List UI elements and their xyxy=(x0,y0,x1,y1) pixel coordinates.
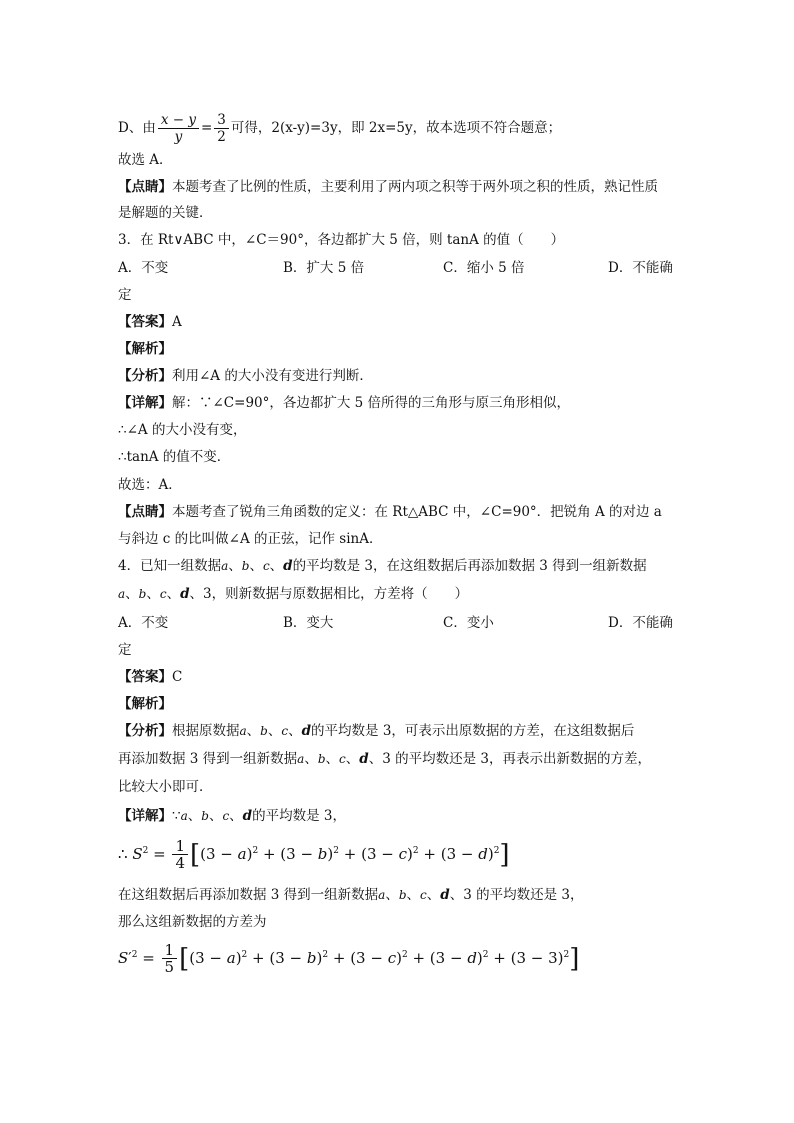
var: d xyxy=(359,751,369,767)
text: = xyxy=(200,120,213,136)
text: 本题考查了比例的性质，主要利用了两内项之积等于两外项之积的性质，熟记性质 xyxy=(172,179,658,195)
q4-option-b: B．变大 xyxy=(283,615,334,631)
text: ∵ xyxy=(172,808,181,824)
sep: 、 xyxy=(269,558,284,574)
sep: 、 xyxy=(345,751,360,767)
q4-option-d-wrap: 定 xyxy=(118,642,132,658)
fraction xyxy=(158,112,199,145)
var: b xyxy=(201,809,209,823)
sep: 、 xyxy=(304,751,318,767)
q3-option-d-wrap: 定 xyxy=(118,287,132,303)
var: d xyxy=(301,723,312,739)
analysis-label: 【解析】 xyxy=(118,696,172,712)
var: a xyxy=(378,888,386,902)
tip-label: 【点睛】 xyxy=(118,504,172,520)
q4-option-a: A．不变 xyxy=(118,615,169,631)
var: d xyxy=(242,808,253,824)
var: c xyxy=(281,724,289,738)
tip-label: 【点睛】 xyxy=(118,179,172,195)
var: a xyxy=(297,752,305,766)
var: b xyxy=(317,752,326,766)
var: b xyxy=(260,724,268,738)
var: a xyxy=(221,559,229,573)
sep: 、 xyxy=(187,808,202,824)
fraction-numerator: 3 xyxy=(214,112,229,129)
sep: 、 xyxy=(146,586,160,602)
text: 在这组数据后再添加数据 3 得到一组新数据 xyxy=(118,887,379,903)
fenxi-line xyxy=(118,366,373,386)
option-d-line xyxy=(118,112,561,145)
text: 、3 的平均数还是 3， xyxy=(449,887,584,903)
choose-line: 故选：A． xyxy=(118,477,182,493)
var: c xyxy=(159,587,167,601)
text: 利用∠A 的大小没有变进行判断． xyxy=(172,368,373,384)
sep: 、 xyxy=(385,887,399,903)
xiangjie-line xyxy=(118,806,346,826)
var: a xyxy=(180,809,188,823)
analysis-label: 【解析】 xyxy=(118,341,172,357)
var: c xyxy=(339,752,346,766)
xiangjie-label: 【详解】 xyxy=(118,808,172,824)
tip-line xyxy=(118,177,658,197)
fenxi-label: 【分析】 xyxy=(118,368,172,384)
xiangjie-line xyxy=(118,393,570,413)
fenxi-label: 【分析】 xyxy=(118,723,172,739)
text: D、由 xyxy=(118,120,156,136)
answer-line xyxy=(118,312,182,332)
text-line: 是解题的关键． xyxy=(118,205,213,221)
text: 解：∵∠C=90°，各边都扩大 5 倍所得的三角形与原三角形相似， xyxy=(172,395,571,411)
text: 再添加数据 3 得到一组新数据 xyxy=(118,751,298,767)
sep: 、 xyxy=(229,808,243,824)
choose-line: 故选 A． xyxy=(118,152,173,168)
text-line: 比较大小即可． xyxy=(118,779,213,795)
text-line: ∴tanA 的值不变． xyxy=(118,449,231,465)
fraction-numerator: x − y xyxy=(158,112,199,129)
sep: 、 xyxy=(125,586,139,602)
var: b xyxy=(398,888,407,902)
var: c xyxy=(420,888,427,902)
new-data-line xyxy=(118,885,583,905)
sep: 、 xyxy=(288,723,302,739)
var: b xyxy=(138,587,147,601)
text-line: ∴∠A 的大小没有变， xyxy=(118,422,247,438)
answer-label: 【答案】 xyxy=(118,669,172,685)
text-line: 与斜边 c 的比叫做∠A 的正弦，记作 sinA． xyxy=(118,531,383,547)
var: a xyxy=(118,587,126,601)
text: 可得，2(x-y)=3y，即 2x=5y，故本选项不符合题意； xyxy=(230,120,562,136)
sep: 、 xyxy=(406,887,421,903)
answer-label: 【答案】 xyxy=(118,314,172,330)
sep: 、 xyxy=(267,723,282,739)
var: b xyxy=(241,559,250,573)
question-3: 3．在 Rt∨ABC 中，∠C＝90°，各边都扩大 5 倍，则 tanA 的值（ ） xyxy=(118,232,565,248)
sep: 、 xyxy=(249,558,263,574)
fraction-denominator: 2 xyxy=(217,129,226,145)
sep: 、 xyxy=(228,558,242,574)
question-4 xyxy=(118,556,647,576)
text: 本题考查了锐角三角函数的定义：在 Rt△ABC 中，∠C=90°．把锐角 A 的对边 a xyxy=(172,504,662,520)
var: c xyxy=(262,559,270,573)
answer-value: A xyxy=(172,314,182,330)
text: 根据原数据 xyxy=(172,723,240,739)
var: a xyxy=(239,724,247,738)
sep: 、 xyxy=(166,586,181,602)
variance-formula-new: $S'^2$ = $\frac{1}{5}$ $[(3 - a)^2 + (3 - b)^2 + (3 - c)^2 + (3 - d)^2 + (3 - 3)^2]$ xyxy=(118,941,580,976)
q3-option-c: C．缩小 5 倍 xyxy=(443,260,525,276)
var: d xyxy=(180,586,190,602)
var: d xyxy=(440,887,450,903)
sep: 、 xyxy=(246,723,261,739)
fraction-denominator: y xyxy=(174,129,183,145)
question-4-line2 xyxy=(118,584,468,604)
text: 4．已知一组数据 xyxy=(118,558,222,574)
q3-option-a: A．不变 xyxy=(118,260,169,276)
text-line: 那么这组新数据的方差为 xyxy=(118,914,267,930)
fenxi-line xyxy=(118,721,634,741)
q3-option-b: B．扩大 5 倍 xyxy=(283,260,365,276)
xiangjie-label: 【详解】 xyxy=(118,395,172,411)
answer-value: C xyxy=(172,669,183,685)
text: 的平均数是 3，在这组数据后再添加数据 3 得到一组新数据 xyxy=(292,558,647,574)
text: 、3，则新数据与原数据相比，方差将（ ） xyxy=(189,586,469,602)
sep: 、 xyxy=(208,808,223,824)
text: 的平均数是 3，可表示出原数据的方差，在这组数据后 xyxy=(311,723,635,739)
q3-option-d: D．不能确 xyxy=(608,260,673,276)
fraction xyxy=(214,112,229,145)
answer-line xyxy=(118,667,182,687)
q4-option-c: C．变小 xyxy=(443,615,494,631)
variance-formula-original: ∴ $S^2$ = $\frac{1}{4}$ $[(3 - a)^2 + (3 - b)^2 + (3 - c)^2 + (3 - d)^2]$ xyxy=(118,837,510,872)
q4-option-d: D．不能确 xyxy=(608,615,673,631)
tip-line xyxy=(118,502,662,522)
fenxi-line-2 xyxy=(118,749,651,769)
text: 的平均数是 3， xyxy=(252,808,347,824)
var: d xyxy=(283,558,293,574)
text: 、3 的平均数还是 3，再表示出新数据的方差， xyxy=(368,751,651,767)
var: c xyxy=(222,809,230,823)
sep: 、 xyxy=(426,887,441,903)
sep: 、 xyxy=(325,751,340,767)
